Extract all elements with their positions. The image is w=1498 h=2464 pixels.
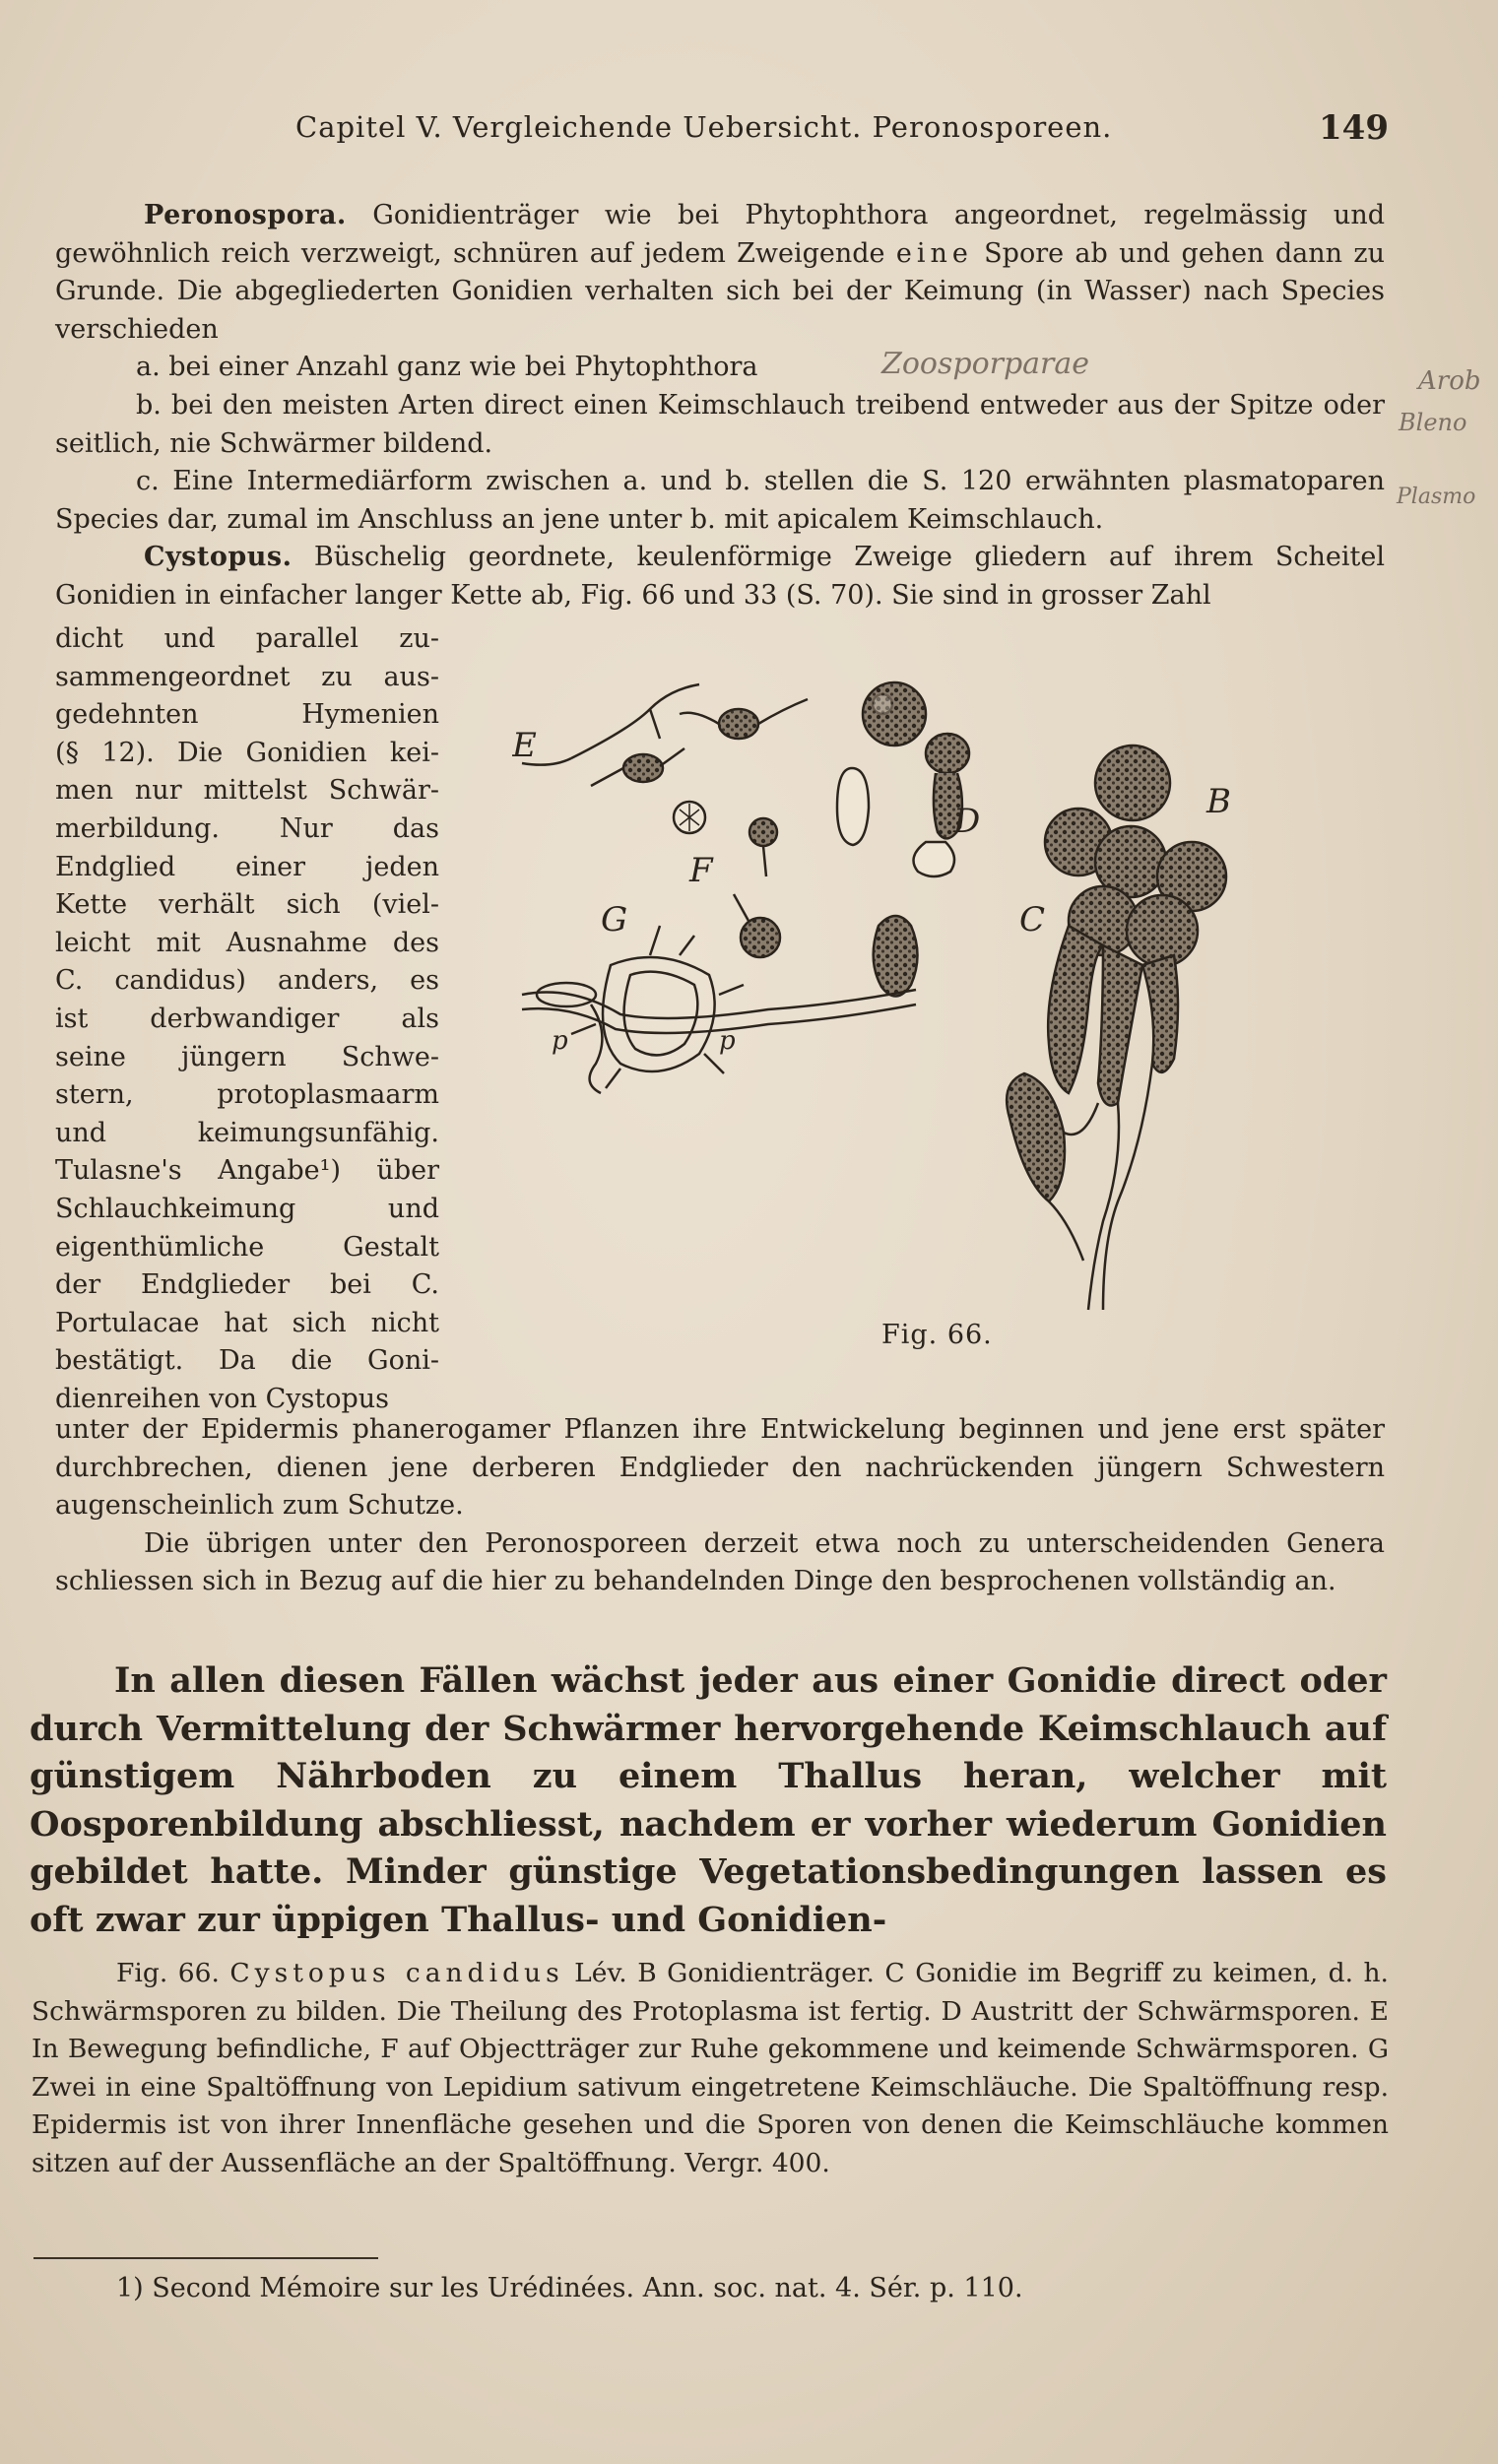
figure-66 [512, 670, 1339, 1369]
footnote-divider [33, 2257, 378, 2259]
footnote: 1) Second Mémoire sur les Urédinées. Ann. soc. nat. 4. Sér. p. 110. [116, 2273, 1023, 2303]
wrap-line: Kette verhält sich (viel- [55, 889, 439, 921]
wrap-line: men nur mittelst Schwär- [55, 775, 439, 807]
wrap-line: Schlauchkeimung und [55, 1193, 439, 1224]
figure-letter-b: B [1206, 782, 1231, 821]
wrap-line: (§ 12). Die Gonidien kei- [55, 737, 439, 768]
figure-letter-f: F [689, 851, 713, 890]
figure-label: Fig. 66. [881, 1320, 993, 1350]
peronospora-section [55, 197, 1385, 616]
gonidium-c [874, 916, 918, 997]
genus-name-cystopus: Cystopus. [144, 542, 293, 573]
pencil-annotation: Bleno [1399, 409, 1467, 436]
cystopus-paragraph [55, 539, 1385, 615]
emphasis-text: eine [895, 237, 973, 269]
wrap-line: eigenthümliche Gestalt [55, 1231, 439, 1263]
caption-body [32, 1955, 1389, 2183]
wrap-line: leicht mit Ausnahme des [55, 927, 439, 958]
wrap-line: der Endglieder bei C. [55, 1269, 439, 1301]
wrap-line: C. candidus) anders, es [55, 965, 439, 997]
cystopus-continuation [55, 1411, 1385, 1601]
figure-letter-c: C [1019, 900, 1046, 940]
wrap-line: und keimungsunfähig. [55, 1117, 439, 1148]
figure-caption [32, 1955, 1389, 2183]
caption-text: Lév. B Gonidienträger. C Gonidie im Begriff zu keimen, d. h. Schwärmsporen zu bilden. Die Theilung des Protoplasma ist fertig. D Austritt der Schwärmsporen. E In Bewegung befindliche, F auf Objectträger zur Ruhe gekommene und keimende Schwärmsporen. G Zwei in eine Spaltöffnung von Lepidium sativum eingetretene Keimschläuche. Die Spaltöffnung resp. Epidermis ist von ihrer Innenfläche gesehen und die Sporen von denen die Keimschläuche kommen sitzen auf der Aussenfläche an der Spaltöffnung. Vergr. 400. [32, 1958, 1389, 2178]
pencil-annotation: Plasmo [1397, 485, 1476, 509]
wrap-line: seine jüngern Schwe- [55, 1041, 439, 1072]
peronospora-text: Gonidienträger wie bei Phytophthora angeordnet, regelmässig und gewöhnlich reich verzweigt, schnüren auf jedem Zweigende [55, 200, 1385, 269]
germ-tubes-g [522, 926, 916, 1093]
wrap-line: Portulacae hat sich nicht [55, 1307, 439, 1338]
wrap-line: merbildung. Nur das [55, 812, 439, 844]
wrap-line: sammengeordnet zu aus- [55, 661, 439, 692]
variant-c: c. Eine Intermediärform zwischen a. und b. stellen die S. 120 erwähnten plasmatoparen Species dar, zumal im Anschluss an jene unter b. mit apicalem Keimschlauch. [55, 466, 1385, 535]
figure-letter-d: D [953, 802, 981, 841]
variant-a: a. bei einer Anzahl ganz wie bei Phytophthora [136, 352, 758, 383]
cystopus-intro: Büschelig geordnete, keulenförmige Zweige gliedern auf ihrem Scheitel Gonidien in einfacher langer Kette ab, Fig. 66 und 33 (S. 70). Sie sind in grosser Zahl [55, 542, 1385, 611]
figure-illustration [512, 670, 1339, 1320]
variant-b: b. bei den meisten Arten direct einen Keimschlauch treibend entweder aus der Spitze oder seitlich, nie Schwärmer bildend. [55, 389, 1385, 459]
swarm-spores-e [522, 684, 808, 786]
page-number: 149 [1319, 108, 1389, 148]
genus-name-peronospora: Peronospora. [144, 200, 347, 230]
peronospora-text-end: Spore ab und gehen dann zu Grunde. Die abgegliederten Gonidien verhalten sich bei der Keimung (in Wasser) nach Species verschieden [55, 237, 1385, 345]
peronospora-paragraph [55, 197, 1385, 349]
gonidiophore-b [1007, 746, 1226, 1310]
wrap-line: gedehnten Hymenien [55, 699, 439, 731]
main-paragraph-text: In allen diesen Fällen wächst jeder aus einer Gonidie direct oder durch Vermittelung der Schwärmer hervorgehende Keimschlauch auf günstigem Nährboden zu einem Thallus heran, welcher mit Oosporenbildung abschliesst, nachdem er vorher wiederum Gonidien gebildet hatte. Minder günstige Vegetationsbedingungen lassen es oft zwar zur üppigen Thallus- und Gonidien- [30, 1660, 1387, 1940]
caption-species: Cystopus candidus [229, 1958, 564, 1988]
main-paragraph [30, 1657, 1387, 1944]
pencil-annotation: Zoosporparae [881, 347, 1090, 381]
wrap-line: bestätigt. Da die Goni- [55, 1345, 439, 1377]
running-title: Capitel V. Vergleichende Uebersicht. Peronosporeen. [295, 110, 1113, 144]
wrap-line: dienreihen von Cystopus [55, 1383, 390, 1414]
continuation-text: unter der Epidermis phanerogamer Pflanzen ihre Entwickelung beginnen und jene erst später durchbrechen, dienen jene derberen Endglieder den nachrückenden jüngern Schwestern augenscheinlich zum Schutze. [55, 1414, 1385, 1522]
wrap-line: Tulasne's Angabe¹) über [55, 1155, 439, 1187]
wrap-line: dicht und parallel zu- [55, 623, 439, 654]
wrap-line: ist derbwandiger als [55, 1003, 439, 1034]
wrap-line: Endglied einer jeden [55, 851, 439, 882]
pencil-annotation: Arob [1418, 366, 1481, 396]
figure-letter-g: G [601, 900, 628, 940]
caption-lead: Fig. 66. [116, 1958, 230, 1988]
figure-letter-p: p [552, 1026, 568, 1056]
cystopus-wrapped-text [55, 620, 439, 1418]
wrap-line: stern, protoplasmaarm [55, 1079, 439, 1111]
page-header [59, 110, 1389, 160]
figure-letter-p: p [719, 1026, 736, 1056]
spore-discharge-d [837, 682, 969, 876]
other-genera-text: Die übrigen unter den Peronosporeen derzeit etwa noch zu unterscheidenden Genera schliessen sich in Bezug auf die hier zu behandelnden Dinge den besprochenen vollständig an. [55, 1527, 1385, 1597]
figure-letter-e: E [512, 726, 537, 765]
